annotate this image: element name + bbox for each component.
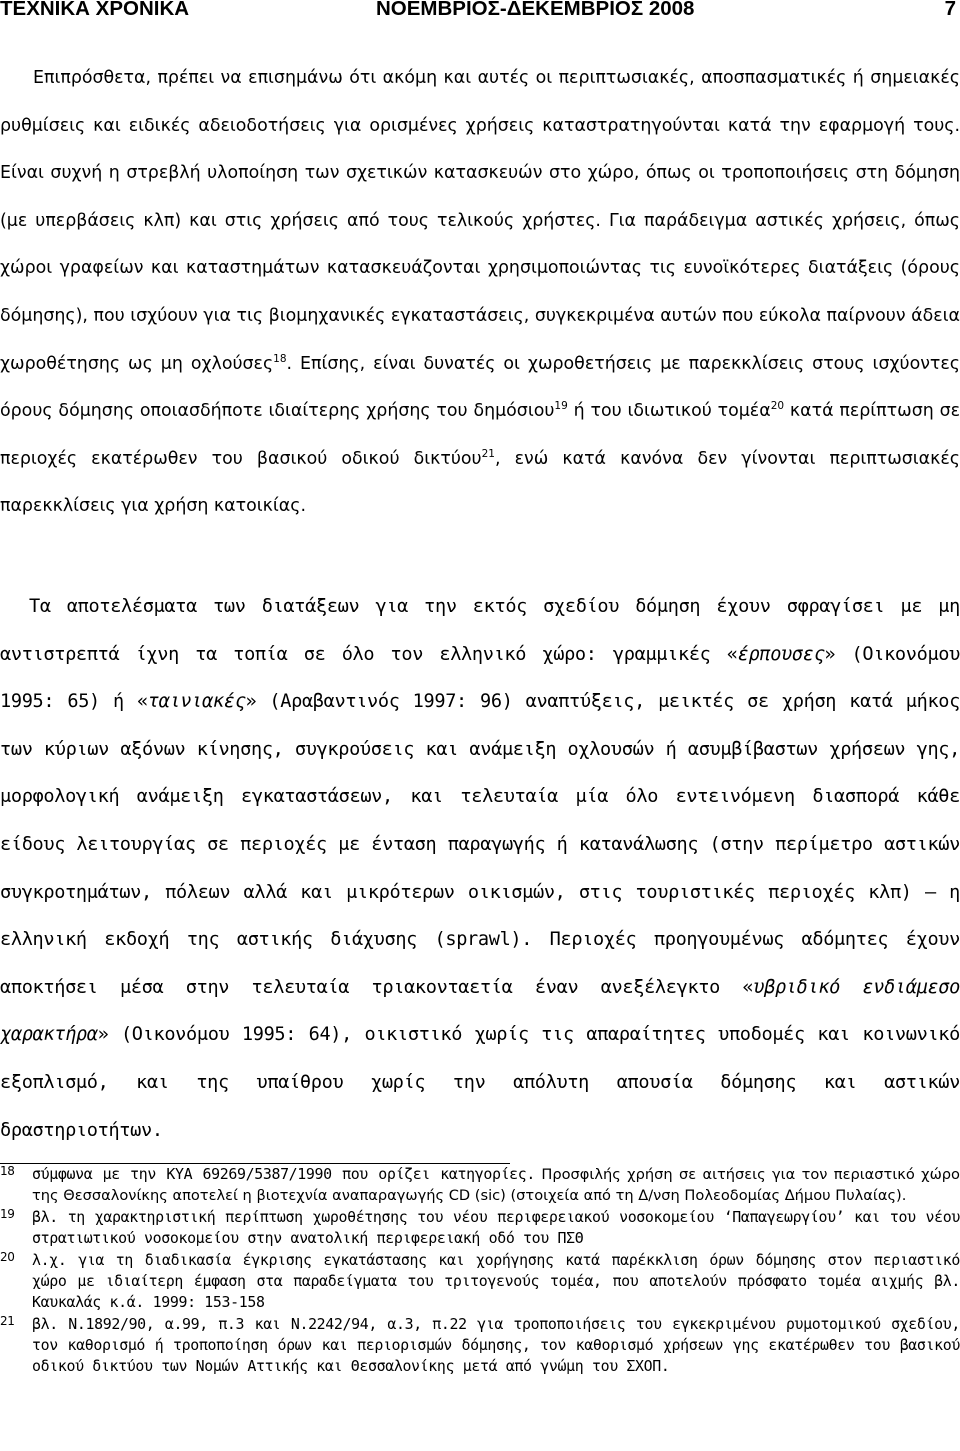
footnote-19 — [0, 1207, 960, 1249]
footnote-text-part: σύμφωνα με την ΚΥΑ 69269/5387/1990 που ορίζει κατηγορίες. — [32, 1165, 536, 1183]
italic-term: ταινιακές — [147, 691, 246, 713]
paragraph-1-text: , ενώ κατά κανόνα δεν γίνονται περιπτωσιακές παρεκκλίσεις για χρήση κατοικίας. — [0, 448, 960, 517]
footnote-number: 21 — [0, 1314, 15, 1328]
paragraph-2 — [0, 583, 960, 1154]
paragraph-1-text: Επιπρόσθετα, πρέπει να επισημάνω ότι ακόμη και αυτές οι περιπτωσιακές, αποσπασματικές ή σημειακές ρυθμίσεις και ειδικές αδειοδοτήσεις για ορισμένες χρήσεις καταστρατηγούνται κατά την εφαρμογή τους. Είναι συχνή η στρεβλή υλοποίηση των σχετικών κατασκευών στο χώρο, όπως οι τροποποιήσεις στη δόμηση (με υπερβάσεις κλπ) και στις χρήσεις από τους τελικούς χρήστες. Για παράδειγμα αστικές χρήσεις, όπως χώροι γραφείων και καταστημάτων κατασκευάζονται χρησιμοποιώντας τις ευνοϊκότερες διατάξεις (όρους δόμησης), που ισχύουν για τις βιομηχανικές εγκαταστάσεις, συγκεκριμένα αυτών που εύκολα παίρνουν άδεια χωροθέτησης ως μη οχλούσες — [0, 68, 960, 374]
footnote-ref-21[interactable]: 21 — [481, 447, 495, 460]
footnote-ref-20[interactable]: 20 — [770, 400, 785, 413]
running-header — [0, 0, 958, 23]
paragraph-2-text: » (Αραβαντινός 1997: 96) αναπτύξεις, μεικτές σε χρήση κατά μήκος των κύριων αξόνων κίνησης, συγκρούσεις και ανάμειξη οχλουσών ή ασυμβίβαστων χρήσεων γης, μορφολογική ανάμειξη εγκαταστάσεων, και τελευταία μία όλο εντεινόμενη διασπορά κάθε είδους λειτουργίας σε περιοχές με ένταση παραγωγής ή κατανάλωσης (στην περίμετρο αστικών συγκροτημάτων, πόλεων αλλά και μικρότερων οικισμών, στις τουριστικές περιοχές κλπ) — η ελληνική εκδοχή της αστικής διάχυσης (sprawl). Περιοχές προηγουμένως αδόμητες έχουν αποκτήσει μέσα στην τελευταία τριακονταετία έναν ανεξέλεγκτο « — [0, 691, 960, 998]
paragraph-2-text: Τα αποτελέσματα των διατάξεων για την εκτός σχεδίου δόμηση έχουν σφραγίσει με μη αντιστρεπτά ίχνη τα τοπία σε όλο τον ελληνικό χώρο: γραμμικές « — [0, 596, 960, 665]
footnote-text: βλ. Ν.1892/90, α.99, π.3 και Ν.2242/94, α.3, π.22 για τροποποιήσεις του εγκεκριμένου ρυμοτομικού σχεδίου, τον καθορισμό ή τροποποίηση όρων και περιορισμών δόμησης, τον καθορισμό χρήσεων γης εκατέρωθεν του βασικού οδικού δικτύου των Νομών Αττικής και Θεσσαλονίκης μετά από γνώμη του ΣΧΟΠ. — [32, 1315, 960, 1375]
paragraph-1 — [0, 55, 960, 531]
italic-term: έρπουσες — [737, 643, 825, 665]
journal-title: ΤΕΧΝΙΚΑ ΧΡΟΝΙΚΑ — [0, 0, 190, 20]
paragraph-2-text: » (Οικονόμου 1995: 64), οικιστικό χωρίς τις απαραίτητες υποδομές και κοινωνικό εξοπλισμό, και της υπαίθρου χωρίς την απόλυτη απουσία δόμησης και αστικών δραστηριοτήτων. — [0, 1024, 960, 1141]
footnote-number: 19 — [0, 1207, 15, 1221]
issue-date: ΝΟΕΜΒΡΙΟΣ-ΔΕΚΕΜΒΡΙΟΣ 2008 — [376, 0, 695, 20]
paragraph-1-text: . Επίσης, είναι δυνατές οι χωροθετήσεις με παρεκκλίσεις στους ισχύοντες όρους δόμησης οποιασδήποτε ιδιαίτερης χρήσης του δημόσιου — [0, 353, 960, 422]
paragraph-1-text: κατά περίπτωση σε περιοχές εκατέρωθεν του βασικού οδικού δικτύου — [0, 401, 960, 469]
paragraph-2-text: » (Οικονόμου 1995: 65) ή « — [0, 643, 960, 713]
footnote-number: 20 — [0, 1250, 15, 1264]
footnote-number: 18 — [0, 1164, 15, 1178]
footnote-18 — [0, 1164, 960, 1206]
footnote-21 — [0, 1314, 960, 1377]
footnotes — [0, 1164, 960, 1378]
footnote-text-part: Προσφιλής χρήση σε αιτήσεις για τον περιαστικό χώρο της Θεσσαλονίκης αποτελεί η βιοτεχνία αναπαραγωγής CD (sic) (στοιχεία από τη Δ/νση Πολεοδομίας Δήμου Πυλαίας). — [32, 1166, 960, 1204]
footnote-20 — [0, 1250, 960, 1313]
page-number: 7 — [944, 0, 956, 20]
footnote-ref-19[interactable]: 19 — [554, 400, 568, 413]
footnote-text — [32, 1164, 960, 1206]
paragraph-1-text: ή του ιδιωτικού τομέα — [567, 401, 771, 422]
footnote-ref-18[interactable]: 18 — [273, 352, 287, 365]
footnote-text: λ.χ. για τη διαδικασία έγκρισης εγκατάστασης και χορήγησης κατά παρέκκλιση όρων δόμησης στον περιαστικό χώρο με ιδιαίτερη έμφαση στα παραδείγματα του τριτογενούς τομέα, που αποτελούν πρόσφατο τομέα αιχμής βλ. Καυκαλάς κ.ά. 1999: 153-158 — [32, 1251, 960, 1311]
italic-term: υβριδικό ενδιάμεσο χαρακτήρα — [0, 976, 960, 1046]
footnote-text: βλ. τη χαρακτηριστική περίπτωση χωροθέτησης του νέου περιφερειακού νοσοκομείου ‘Παπαγεωργίου’ και του νέου στρατιωτικού νοσοκομείου στην ανατολική περιφερειακή οδό του ΠΣΘ — [32, 1208, 960, 1247]
